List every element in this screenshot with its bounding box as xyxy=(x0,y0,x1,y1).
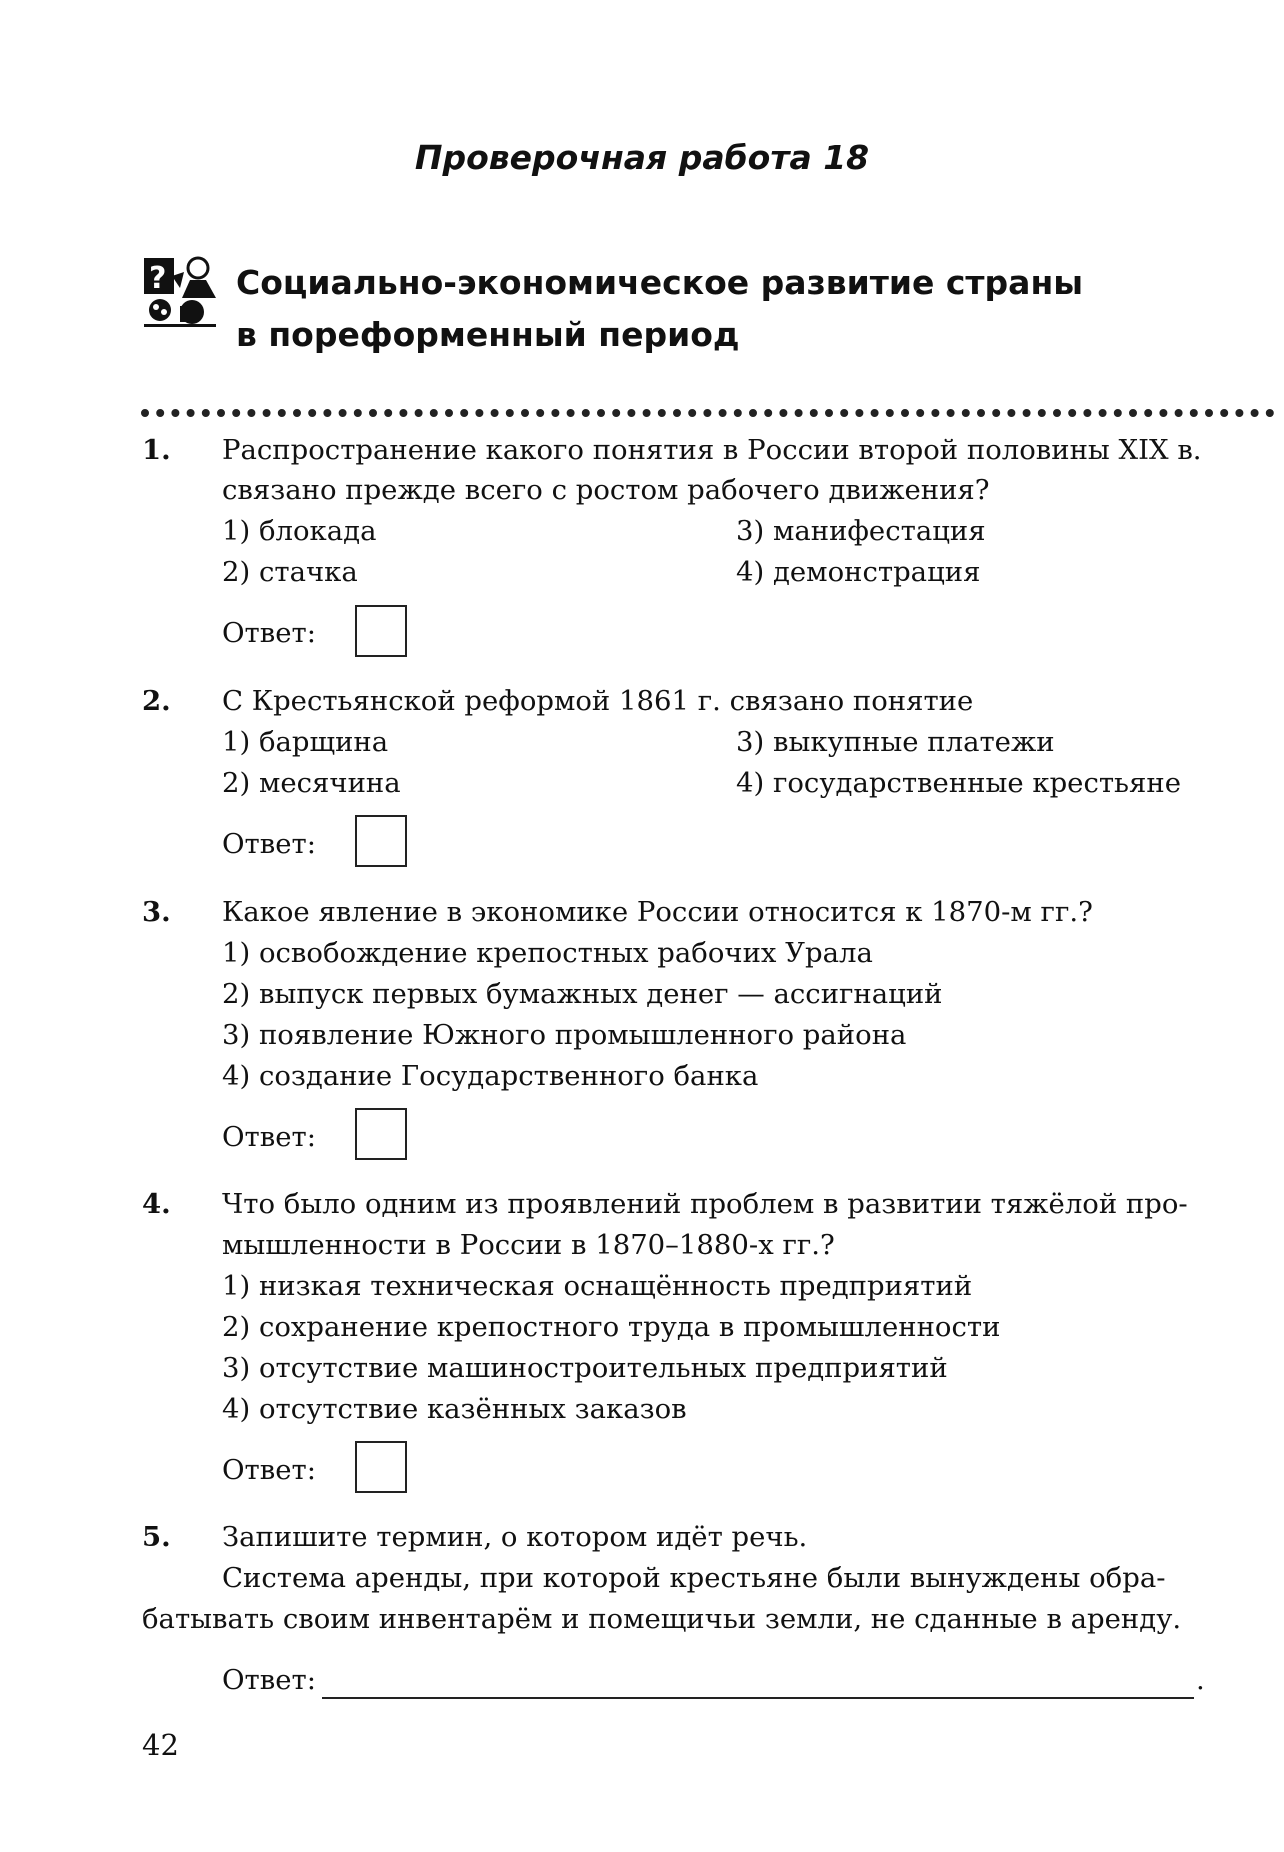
question-text: С Крестьянской реформой 1861 г. связано понятие xyxy=(222,685,974,717)
answer-label: Ответ: xyxy=(222,828,316,860)
dotted-divider xyxy=(140,405,1278,415)
section-heading-line1: Социально-экономическое развитие страны xyxy=(236,263,1084,302)
page-number: 42 xyxy=(142,1728,179,1762)
option: 3) появление Южного промышленного района xyxy=(222,1019,907,1051)
option: 4) отсутствие казённых заказов xyxy=(222,1393,687,1425)
question-number: 5. xyxy=(142,1521,171,1553)
answer-box[interactable] xyxy=(355,605,407,657)
answer-box[interactable] xyxy=(355,815,407,867)
answer-label: Ответ: xyxy=(222,1664,316,1696)
question-text: связано прежде всего с ростом рабочего движения? xyxy=(222,474,990,506)
question-number: 1. xyxy=(142,434,171,466)
section-heading-line2: в пореформенный период xyxy=(236,315,740,354)
questions-people-icon xyxy=(142,254,222,329)
answer-period: . xyxy=(1196,1664,1205,1696)
page-title: Проверочная работа 18 xyxy=(414,138,870,177)
question-number: 3. xyxy=(142,896,171,928)
answer-line[interactable] xyxy=(322,1697,1194,1699)
svg-text:?: ? xyxy=(149,261,167,296)
question-text: Распространение какого понятия в России второй половины XIX в. xyxy=(222,434,1202,466)
option: 3) манифестация xyxy=(736,515,986,547)
question-text: Какое явление в экономике России относится к 1870-м гг.? xyxy=(222,896,1093,928)
option: 2) сохранение крепостного труда в промышленности xyxy=(222,1311,1001,1343)
question-text: мышленности в России в 1870–1880-х гг.? xyxy=(222,1229,835,1261)
answer-label: Ответ: xyxy=(222,617,316,649)
option: 4) создание Государственного банка xyxy=(222,1060,759,1092)
answer-label: Ответ: xyxy=(222,1454,316,1486)
question-number: 4. xyxy=(142,1188,171,1220)
question-text: Система аренды, при которой крестьяне были вынуждены обра- xyxy=(222,1562,1166,1594)
option: 1) освобождение крепостных рабочих Урала xyxy=(222,937,873,969)
answer-box[interactable] xyxy=(355,1441,407,1493)
option: 3) выкупные платежи xyxy=(736,726,1055,758)
option: 2) выпуск первых бумажных денег — ассигнаций xyxy=(222,978,943,1010)
option: 3) отсутствие машиностроительных предприятий xyxy=(222,1352,948,1384)
question-number: 2. xyxy=(142,685,171,717)
question-text: Что было одним из проявлений проблем в развитии тяжёлой про- xyxy=(222,1188,1188,1220)
option: 1) блокада xyxy=(222,515,377,547)
option: 2) стачка xyxy=(222,556,358,588)
answer-label: Ответ: xyxy=(222,1121,316,1153)
option: 4) государственные крестьяне xyxy=(736,767,1181,799)
question-text: Запишите термин, о котором идёт речь. xyxy=(222,1521,808,1553)
option: 2) месячина xyxy=(222,767,401,799)
question-text: батывать своим инвентарём и помещичьи земли, не сданные в аренду. xyxy=(142,1603,1182,1635)
answer-box[interactable] xyxy=(355,1108,407,1160)
option: 1) барщина xyxy=(222,726,389,758)
option: 4) демонстрация xyxy=(736,556,981,588)
option: 1) низкая техническая оснащённость предприятий xyxy=(222,1270,973,1302)
